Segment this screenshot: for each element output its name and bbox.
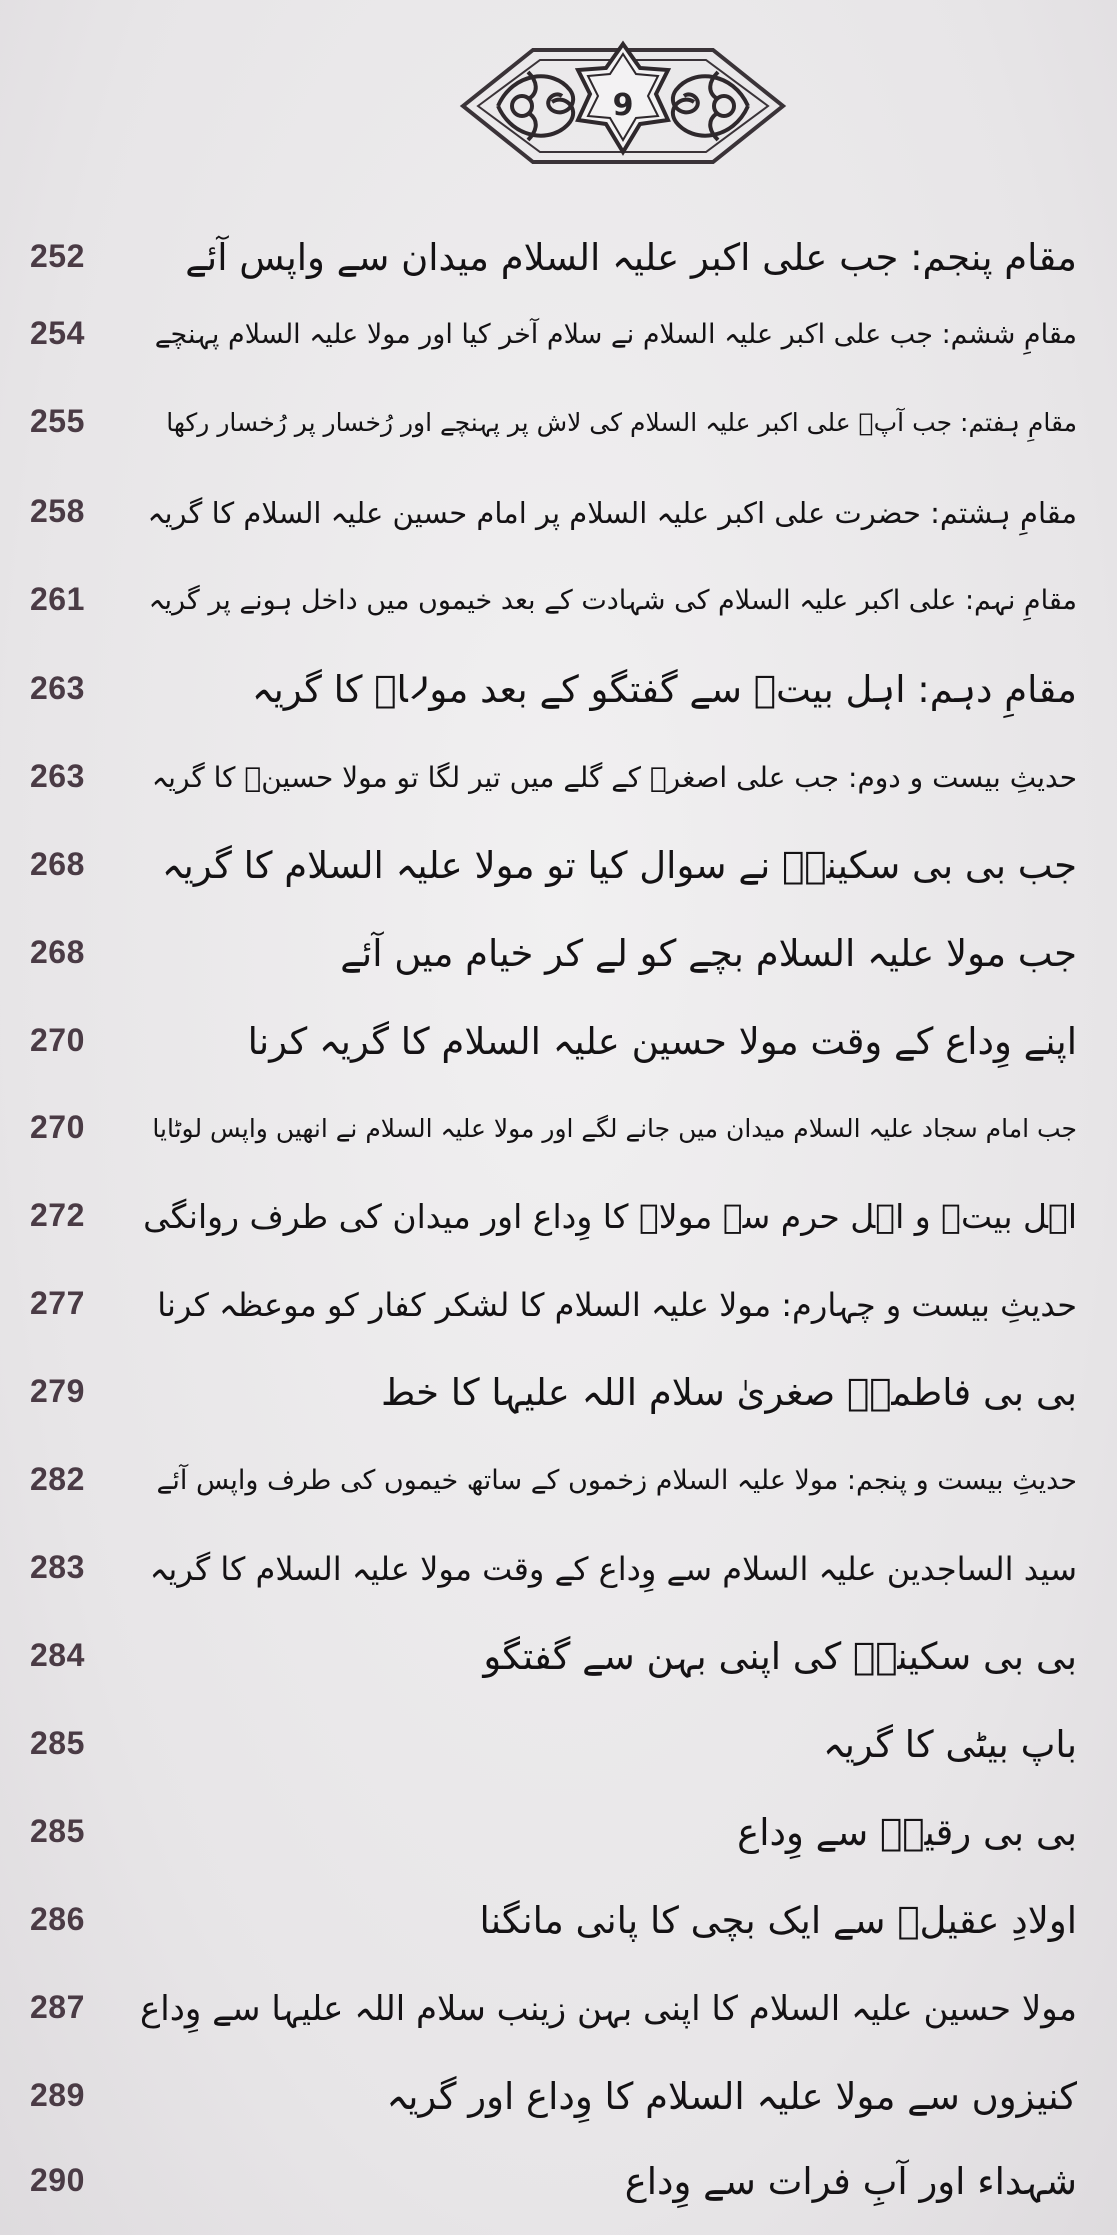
toc-title: جب مولا علیہ السلام بچے کو لے کر خیام میں آئے [340, 932, 1077, 975]
toc-page-number: 283 [30, 1549, 85, 1585]
toc-row[interactable] [0, 1006, 1117, 1086]
toc-row[interactable] [0, 2061, 1117, 2141]
toc-row[interactable] [0, 830, 1117, 910]
toc-row[interactable] [0, 1357, 1117, 1437]
toc-page-number: 287 [30, 1989, 85, 2025]
toc-title: بی بی رقیہؑ سے وِداع [737, 1811, 1077, 1854]
toc-page-number: 270 [30, 1022, 85, 1058]
toc-title: جب امام سجاد علیہ السلام میدان میں جانے لگے اور مولا علیہ السلام نے انھیں واپس لوٹایا [152, 1114, 1077, 1143]
toc-row[interactable] [0, 299, 1117, 379]
toc-row[interactable] [0, 918, 1117, 998]
toc-page-number: 286 [30, 1901, 85, 1937]
toc-title: مولا حسین علیہ السلام کا اپنی بہن زینب سلام اللہ علیہا سے وِداع [140, 1989, 1077, 2029]
toc-page-number: 289 [30, 2077, 85, 2113]
toc-page-number: 261 [30, 581, 85, 617]
toc-title: مقامِ ہشتم: حضرت علی اکبر علیہ السلام پر امام حسین علیہ السلام کا گریہ [147, 496, 1077, 530]
page-header [458, 32, 788, 180]
toc-title: شہداء اور آبِ فرات سے وِداع [624, 2160, 1077, 2203]
toc-page-number: 272 [30, 1197, 85, 1233]
toc-row[interactable] [0, 565, 1117, 645]
toc-title: مقامِ دہم: اہل بیتؑ سے گفتگو کے بعد مولاؑ کا گریہ [251, 668, 1077, 711]
toc-title: مقامِ ششم: جب علی اکبر علیہ السلام نے سلام آخر کیا اور مولا علیہ السلام پہنچے [154, 319, 1077, 350]
toc-row[interactable] [0, 654, 1117, 734]
toc-row[interactable] [0, 1093, 1117, 1173]
toc-title: حدیثِ بیست و چہارم: مولا علیہ السلام کا لشکر کفار کو موعظہ کرنا [157, 1286, 1077, 1324]
toc-title: اہل بیتؑ و اہل حرم سے مولاؑ کا وِداع اور میدان کی طرف روانگی [143, 1197, 1077, 1236]
toc-page-number: 282 [30, 1461, 85, 1497]
toc-row[interactable] [0, 1973, 1117, 2053]
toc-title: مقام پنجم: جب علی اکبر علیہ السلام میدان سے واپس آئے [185, 236, 1077, 279]
toc-row[interactable] [0, 2146, 1117, 2226]
toc-row[interactable] [0, 1269, 1117, 1349]
toc-page-number: 255 [30, 403, 85, 439]
toc-title: اپنے وِداع کے وقت مولا حسین علیہ السلام کا گریہ کرنا [247, 1020, 1077, 1063]
toc-row[interactable] [0, 1445, 1117, 1525]
toc-page-number: 285 [30, 1813, 85, 1849]
toc-page-number: 279 [30, 1373, 85, 1409]
toc-title: حدیثِ بیست و پنجم: مولا علیہ السلام زخموں کے ساتھ خیموں کی طرف واپس آئے [156, 1465, 1077, 1496]
toc-row[interactable] [0, 742, 1117, 822]
toc-row[interactable] [0, 1885, 1117, 1965]
toc-title: باپ بیٹی کا گریہ [822, 1723, 1077, 1766]
toc-row[interactable] [0, 1797, 1117, 1877]
toc-page-number: 258 [30, 493, 85, 529]
toc-page-number: 268 [30, 934, 85, 970]
toc-page-number: 252 [30, 238, 85, 274]
toc-page-number: 284 [30, 1637, 85, 1673]
toc-page-number: 254 [30, 315, 85, 351]
toc-row[interactable] [0, 1621, 1117, 1701]
toc-row[interactable] [0, 1709, 1117, 1789]
toc-title: مقامِ نہم: علی اکبر علیہ السلام کی شہادت کے بعد خیموں میں داخل ہونے پر گریہ [148, 585, 1077, 616]
toc-row[interactable] [0, 387, 1117, 467]
toc-title: جب بی بی سکینہؑ نے سوال کیا تو مولا علیہ السلام کا گریہ [161, 844, 1077, 887]
toc-page-number: 290 [30, 2162, 85, 2198]
toc-title: سید الساجدین علیہ السلام سے وِداع کے وقت مولا علیہ السلام کا گریہ [149, 1550, 1077, 1588]
toc-page-number: 263 [30, 670, 85, 706]
toc-title: بی بی سکینہؑ کی اپنی بہن سے گفتگو [483, 1635, 1077, 1678]
toc-page-number: 285 [30, 1725, 85, 1761]
toc-page-number: 277 [30, 1285, 85, 1321]
toc-page-number: 270 [30, 1109, 85, 1145]
toc-title: مقامِ ہفتم: جب آپؑ علی اکبر علیہ السلام کی لاش پر پہنچے اور رُخسار پر رُخسار رکھا [166, 408, 1077, 437]
toc-row[interactable] [0, 1181, 1117, 1261]
toc-row[interactable] [0, 477, 1117, 557]
page-number: 9 [612, 88, 634, 123]
toc-title: کنیزوں سے مولا علیہ السلام کا وِداع اور گریہ [386, 2075, 1077, 2118]
toc-page-number: 263 [30, 758, 85, 794]
toc-title: حدیثِ بیست و دوم: جب علی اصغرؑ کے گلے میں تیر لگا تو مولا حسینؑ کا گریہ [151, 761, 1077, 794]
toc-row[interactable] [0, 222, 1117, 302]
toc-title: اولادِ عقیلؑ سے ایک بچی کا پانی مانگنا [479, 1899, 1077, 1942]
toc-title: بی بی فاطمہؑ صغریٰ سلام اللہ علیہا کا خط [380, 1371, 1077, 1414]
toc-row[interactable] [0, 1533, 1117, 1613]
toc-page-number: 268 [30, 846, 85, 882]
